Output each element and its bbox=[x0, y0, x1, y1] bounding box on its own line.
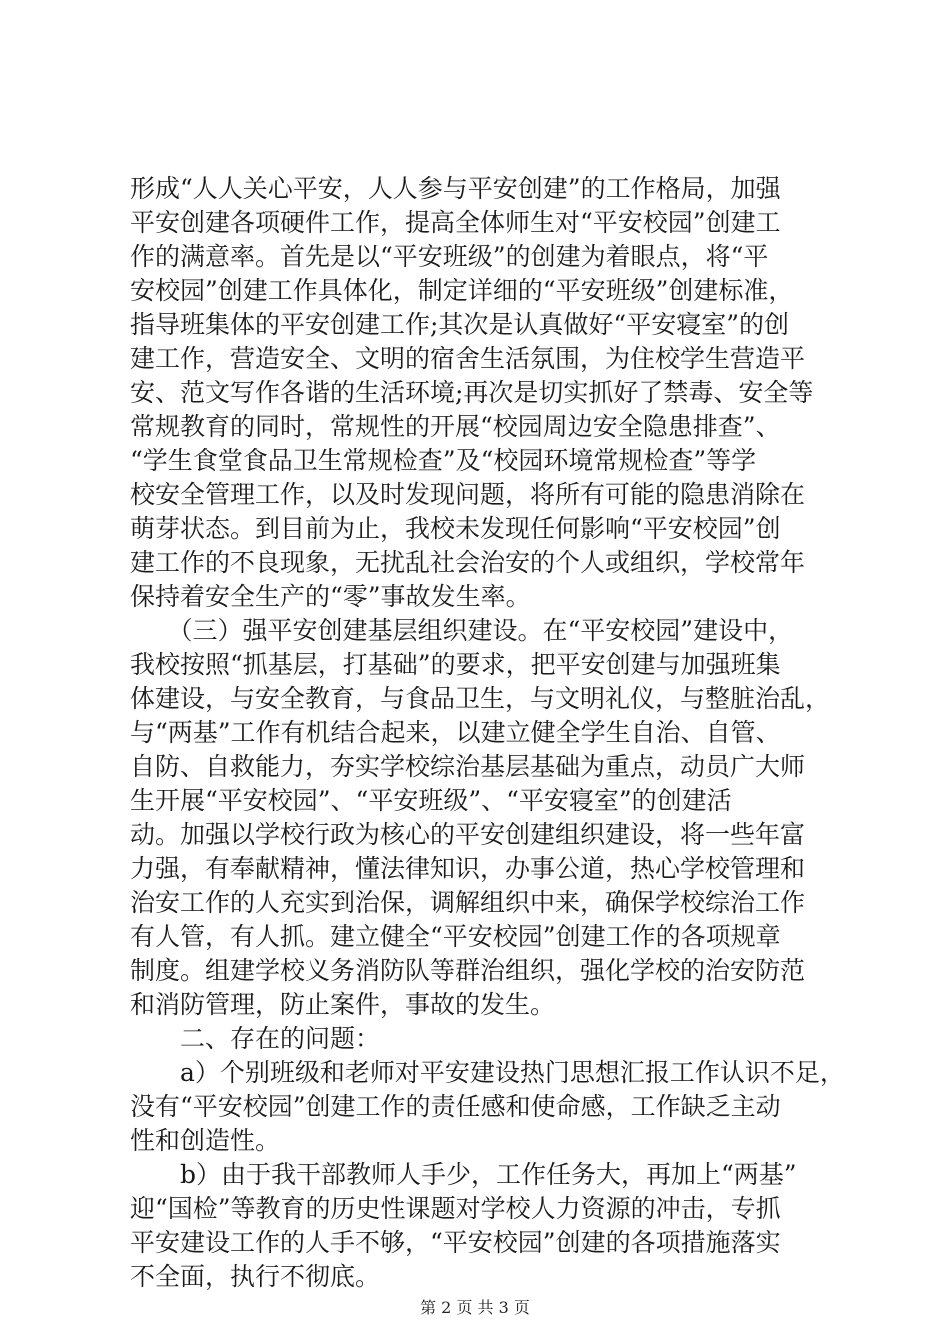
para-section-3 bbox=[130, 614, 842, 1022]
text-line: 力强，有奉献精神，懂法律知识，办事公道，热心学校管理和 bbox=[130, 854, 806, 883]
text-line: 迎“国检”等教育的历史性课题对学校人力资源的冲击，专抓 bbox=[130, 1194, 781, 1223]
text-line: 体建设，与安全教育，与食品卫生，与文明礼仪，与整脏治乱， bbox=[130, 684, 831, 713]
text-line: 平安创建各项硬件工作，提高全体师生对“平安校园”创建工 bbox=[130, 208, 781, 237]
text-line: 性和创造性。 bbox=[130, 1126, 281, 1155]
text-line: 作的满意率。首先是以“平安班级”的创建为着眼点，将“平 bbox=[130, 242, 769, 271]
text-line: 与“两基”工作有机结合起来，以建立健全学生自治、自管、 bbox=[130, 718, 781, 747]
text-line: 保持着安全生产的“零”事故发生率。 bbox=[130, 582, 531, 611]
text-line: 常规教育的同时，常规性的开展“校园周边安全隐患排查”、 bbox=[130, 412, 781, 441]
text-line: 没有“平安校园”创建工作的责任感和使命感，工作缺乏主动 bbox=[130, 1092, 781, 1121]
text-line: 校安全管理工作，以及时发现问题，将所有可能的隐患消除在 bbox=[130, 480, 806, 509]
text-line: 动。加强以学校行政为核心的平安创建组织建设，将一些年富 bbox=[130, 820, 806, 849]
text-line: 制度。组建学校义务消防队等群治组织，强化学校的治安防范 bbox=[130, 956, 806, 985]
text-line: 萌芽状态。到目前为止，我校未发现任何影响“平安校园”创 bbox=[130, 514, 781, 543]
text-line: （三）强平安创建基层组织建设。在“平安校园”建设中， bbox=[130, 616, 794, 645]
text-line: 形成“人人关心平安，人人参与平安创建”的工作格局，加强 bbox=[130, 174, 781, 203]
text-line: 建工作的不良现象，无扰乱社会治安的个人或组织，学校常年 bbox=[130, 548, 806, 577]
text-line: 和消防管理，防止案件，事故的发生。 bbox=[130, 990, 556, 1019]
text-line: “学生食堂食品卫生常规检查”及“校园环境常规检查”等学 bbox=[130, 446, 757, 475]
heading-problems bbox=[130, 1022, 842, 1056]
para-problem-a bbox=[130, 1056, 845, 1158]
text-line: 生开展“平安校园”、“平安班级”、“平安寝室”的创建活 bbox=[130, 786, 732, 815]
para-problem-b bbox=[130, 1158, 842, 1294]
text-line: 我校按照“抓基层，打基础”的要求，把平安创建与加强班集 bbox=[130, 650, 781, 679]
text-line: b）由于我干部教师人手少，工作任务大，再加上“两基” bbox=[130, 1160, 797, 1189]
document-body bbox=[130, 172, 845, 1294]
text-line: 指导班集体的平安创建工作;其次是认真做好“平安寝室”的创 bbox=[130, 310, 789, 339]
text-line: 安、范文写作各谐的生活环境;再次是切实抓好了禁毒、安全等 bbox=[130, 378, 814, 407]
page-footer: 第 2 页 共 3 页 bbox=[420, 1298, 530, 1317]
text-line: 治安工作的人充实到治保，调解组织中来，确保学校综治工作 bbox=[130, 888, 806, 917]
text-line: a）个别班级和老师对平安建设热门思想汇报工作认识不足， bbox=[130, 1058, 845, 1087]
text-line: 有人管，有人抓。建立健全“平安校园”创建工作的各项规章 bbox=[130, 922, 781, 951]
text-line: 建工作，营造安全、文明的宿舍生活氛围，为住校学生营造平 bbox=[130, 344, 806, 373]
text-line: 二、存在的问题： bbox=[130, 1024, 381, 1053]
para-continuation bbox=[130, 172, 842, 614]
text-line: 不全面，执行不彻底。 bbox=[130, 1262, 381, 1291]
text-line: 平安建设工作的人手不够，“平安校园”创建的各项措施落实 bbox=[130, 1228, 781, 1257]
text-line: 自防、自救能力，夯实学校综治基层基础为重点，动员广大师 bbox=[130, 752, 806, 781]
text-line: 安校园”创建工作具体化，制定详细的“平安班级”创建标准， bbox=[130, 276, 794, 305]
